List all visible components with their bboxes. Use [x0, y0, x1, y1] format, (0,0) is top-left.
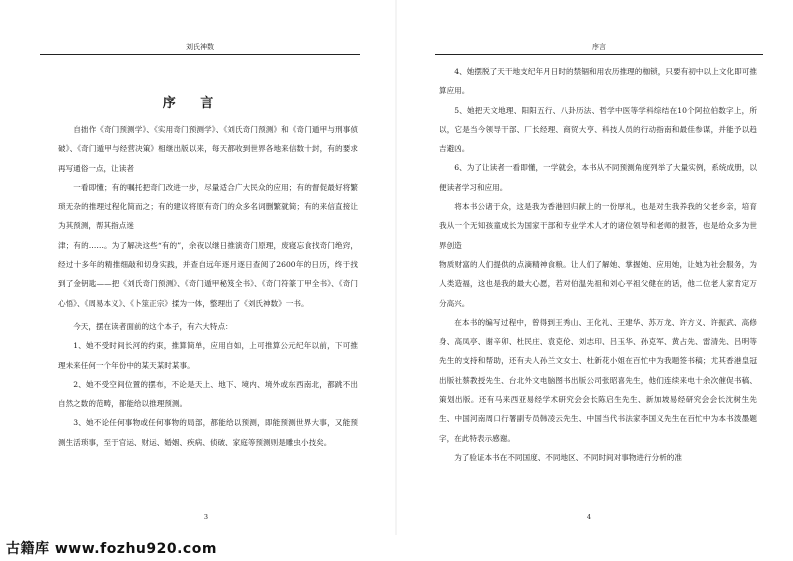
right-page: [397, 0, 793, 535]
paragraph: 自拙作《奇门预测学》、《实用奇门预测学》、《刘氏奇门预测》和《奇门遁甲与刑事侦破》、《奇门遁甲与经营决策》相继出版以来，每天都收到世界各地来信数十封，有的要求再写通俗一点，让读者: [58, 125, 358, 173]
paragraph: 物质财富的人们提供的点滴精神食粮。让人们了解她、掌握她、应用她，让她为社会服务，为人类造福，这也是我的最大心愿，若对伯温先祖和刘心平祖父健在的话，他二位老人家肯定万分高兴。: [439, 259, 757, 308]
page-title: 序 言: [162, 96, 224, 111]
paragraph: 3、她不论任何事物或任何事物的局部，都能给以预测，即能预测世界大事，又能预测生活琐事，至于官运、财运、婚姻、疾病、侦破、家庭等预测则是雕虫小技矣。: [58, 418, 358, 447]
site-watermark: [0, 535, 793, 561]
page-header: 刘氏神数: [40, 40, 360, 55]
paragraph: 为了验证本书在不同国度、不同地区、不同时间对事物进行分析的准: [454, 452, 682, 462]
page-header: 序言: [435, 40, 763, 55]
paragraph: 一看即懂；有的嘱托把奇门改进一步，尽量适合广大民众的应用；有的督促最好将繁琐无杂的推理过程化简而之；有的建议将原有奇门的众多名词删繁就简；有的来信直接让为其预测，帮其指点迷: [58, 182, 358, 231]
paragraph: 今天，摆在读者面前的这个本子，有六大特点：: [73, 321, 233, 331]
paragraph: 6、为了让读者一看即懂，一学就会，本书从不同预测角度列举了大量实例，系统成册，以便读者学习和应用。: [439, 163, 757, 192]
paragraph: 在本书的编写过程中，曾得到王秀山、王化礼、王建华、苏万龙、许方义、许振武、高修身、高凤亭、谢辛卯、杜民庄、袁克伦、刘志印、吕玉华、孙克军、黄占先、雷清先、吕明等先生的支持和帮助，还有夫人孙兰文女士、杜新花小姐在百忙中为我题签书稿；尤其香港皇冠出版社蔡教授先生、台北外文电脑图书出版公司张昭喜先生，他们连续来电十余次催促书稿、策划出版。还有马来西亚易经学术研究会会长陈启生先生、新加坡易经研究会会长沈树生先生、中国河南周口行署副专员韩凌云先生、中国当代书法家李国义先生在百忙中为本书泼墨题字，在此特表示感谢。: [439, 317, 757, 443]
page-number: 3: [203, 513, 209, 521]
paragraph: 5、她把天文地理、阳阳五行、八卦历法、哲学中医等学科综结在10个阿拉伯数字上，所以，它是当今领导干部、厂长经理、商贸大亨、科技人员的行动指南和最佳参谋，并能予以趋吉避凶。: [439, 105, 757, 154]
paragraph: 1、她不受时间长河的约束，推算简单，应用自如，上可推算公元纪年以前，下可推理未来任何一个年份中的某天某时某事。: [58, 341, 358, 370]
left-page: [0, 0, 396, 535]
page-body: [439, 62, 757, 467]
watermark-text[interactable]: 古籍库 www.fozhu920.com: [6, 541, 217, 557]
paragraph: 津；有的……。为了解决这些“有的”，余夜以继日推演奇门原理，废寝忘食找奇门绝窍，经过十多年的精推细敲和切身实践，并查自远年逐月逐日查阅了2600年的日历，终于找到了金钥匙——把《刘氏奇门预测》、《奇门遁甲秘笈全书》、《奇门符篆丁甲全书》、《奇门心悟》、《周易本义》、《卜筮正宗》揉为一体，整理出了《刘氏神数》一书。: [58, 240, 358, 308]
paragraph: 将本书公诸于众，这是我为香港回归献上的一份厚礼，也是对生我养我的父老乡亲，培育我从一个无知孩童成长为国家干部和专业学术人才的诸位领导和老师的报答，也是给众多为世界创造: [439, 202, 757, 250]
page-body: [58, 120, 358, 452]
page-number: 4: [586, 513, 592, 521]
paragraph: 2、她不受空间位置的摆布，不论是天上、地下、境内、境外或东西南北，都跳不出自然之数的范畴，都能给以推理预测。: [58, 379, 358, 409]
paragraph: 4、她摆脱了天干地支纪年月日时的禁锢和用农历推理的枷锁，只要有初中以上文化即可推算应用。: [439, 67, 757, 96]
